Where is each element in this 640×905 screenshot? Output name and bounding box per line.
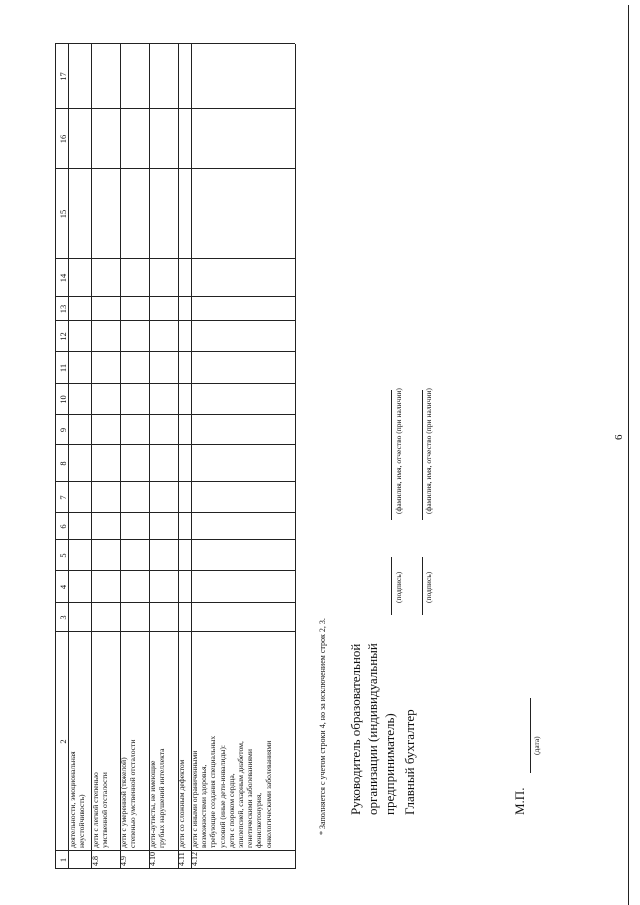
column-number: 13 <box>58 304 68 314</box>
head-title: Руководитель образовательной организации (индивидуальный предприниматель) <box>348 643 397 815</box>
column-number: 3 <box>58 615 68 620</box>
row-label: дети с иными ограниченными возможностями здоровья, требующие создания специальных условий (иные дети-инвалиды): дети с пороком сердца, эпилепсией, сахарным диабетом, генетическими заболеваниями фенилкетонурия, онкологическими заболеваниями <box>190 735 273 848</box>
stamp-label: М.П. <box>512 787 527 815</box>
column-number: 10 <box>58 395 68 404</box>
date-line <box>530 698 531 773</box>
row-label: дети с легкой степенью умственной отсталости <box>91 772 110 848</box>
head-name-caption: (фамилия, имя, отчество (при наличии) <box>394 388 403 514</box>
row-number: 4.11 <box>177 852 186 866</box>
row-label: дети-аутисты, не имеющие грубых нарушений интеллекта <box>148 748 167 848</box>
column-number: 14 <box>58 273 68 283</box>
column-number: 2 <box>58 739 68 744</box>
page-bottom-rule <box>628 5 629 905</box>
footnote: * Заполняется с учетом строки 4, но за исключением строк 2, 3. <box>318 618 327 835</box>
date-caption: (дата) <box>532 736 541 755</box>
row-number: 4.12 <box>190 852 199 866</box>
head-name-line <box>391 390 392 520</box>
row-number: 4.8 <box>91 856 100 866</box>
column-number: 11 <box>58 363 68 373</box>
table-hline <box>55 44 56 869</box>
row-number: 4.10 <box>148 852 157 866</box>
accountant-name-caption: (фамилия, имя, отчество (при наличии) <box>424 388 433 514</box>
page-number: 6 <box>613 434 625 440</box>
row-label: дети с умеренной (тяжелой) степенью умственной отсталости <box>119 739 138 848</box>
column-number: 17 <box>58 72 68 81</box>
row-label: дети со сложным дефектом <box>177 759 186 848</box>
head-signature-caption: (подпись) <box>394 571 403 603</box>
table-hline <box>91 44 92 869</box>
table-hline <box>178 44 179 869</box>
column-number: 16 <box>58 134 68 144</box>
accountant-signature-line <box>422 557 423 615</box>
table-hline <box>68 44 69 869</box>
column-number: 6 <box>58 524 68 529</box>
column-number: 12 <box>58 332 68 341</box>
table-hline <box>149 44 150 869</box>
row-number: 4.9 <box>119 856 128 866</box>
column-number: 9 <box>58 427 68 433</box>
accountant-title: Главный бухгалтер <box>402 709 417 815</box>
column-number: 8 <box>58 461 68 466</box>
accountant-name-line <box>422 390 423 520</box>
column-number: 1 <box>58 857 68 863</box>
head-signature-line <box>391 557 392 615</box>
table-hline <box>295 44 296 869</box>
accountant-signature-caption: (подпись) <box>424 571 433 603</box>
column-number: 7 <box>58 495 68 500</box>
column-number: 5 <box>58 553 68 558</box>
column-number: 4 <box>58 584 68 590</box>
row-label: деятельности, эмоциональная неустойчивость) <box>68 751 87 848</box>
column-number: 15 <box>58 209 68 219</box>
